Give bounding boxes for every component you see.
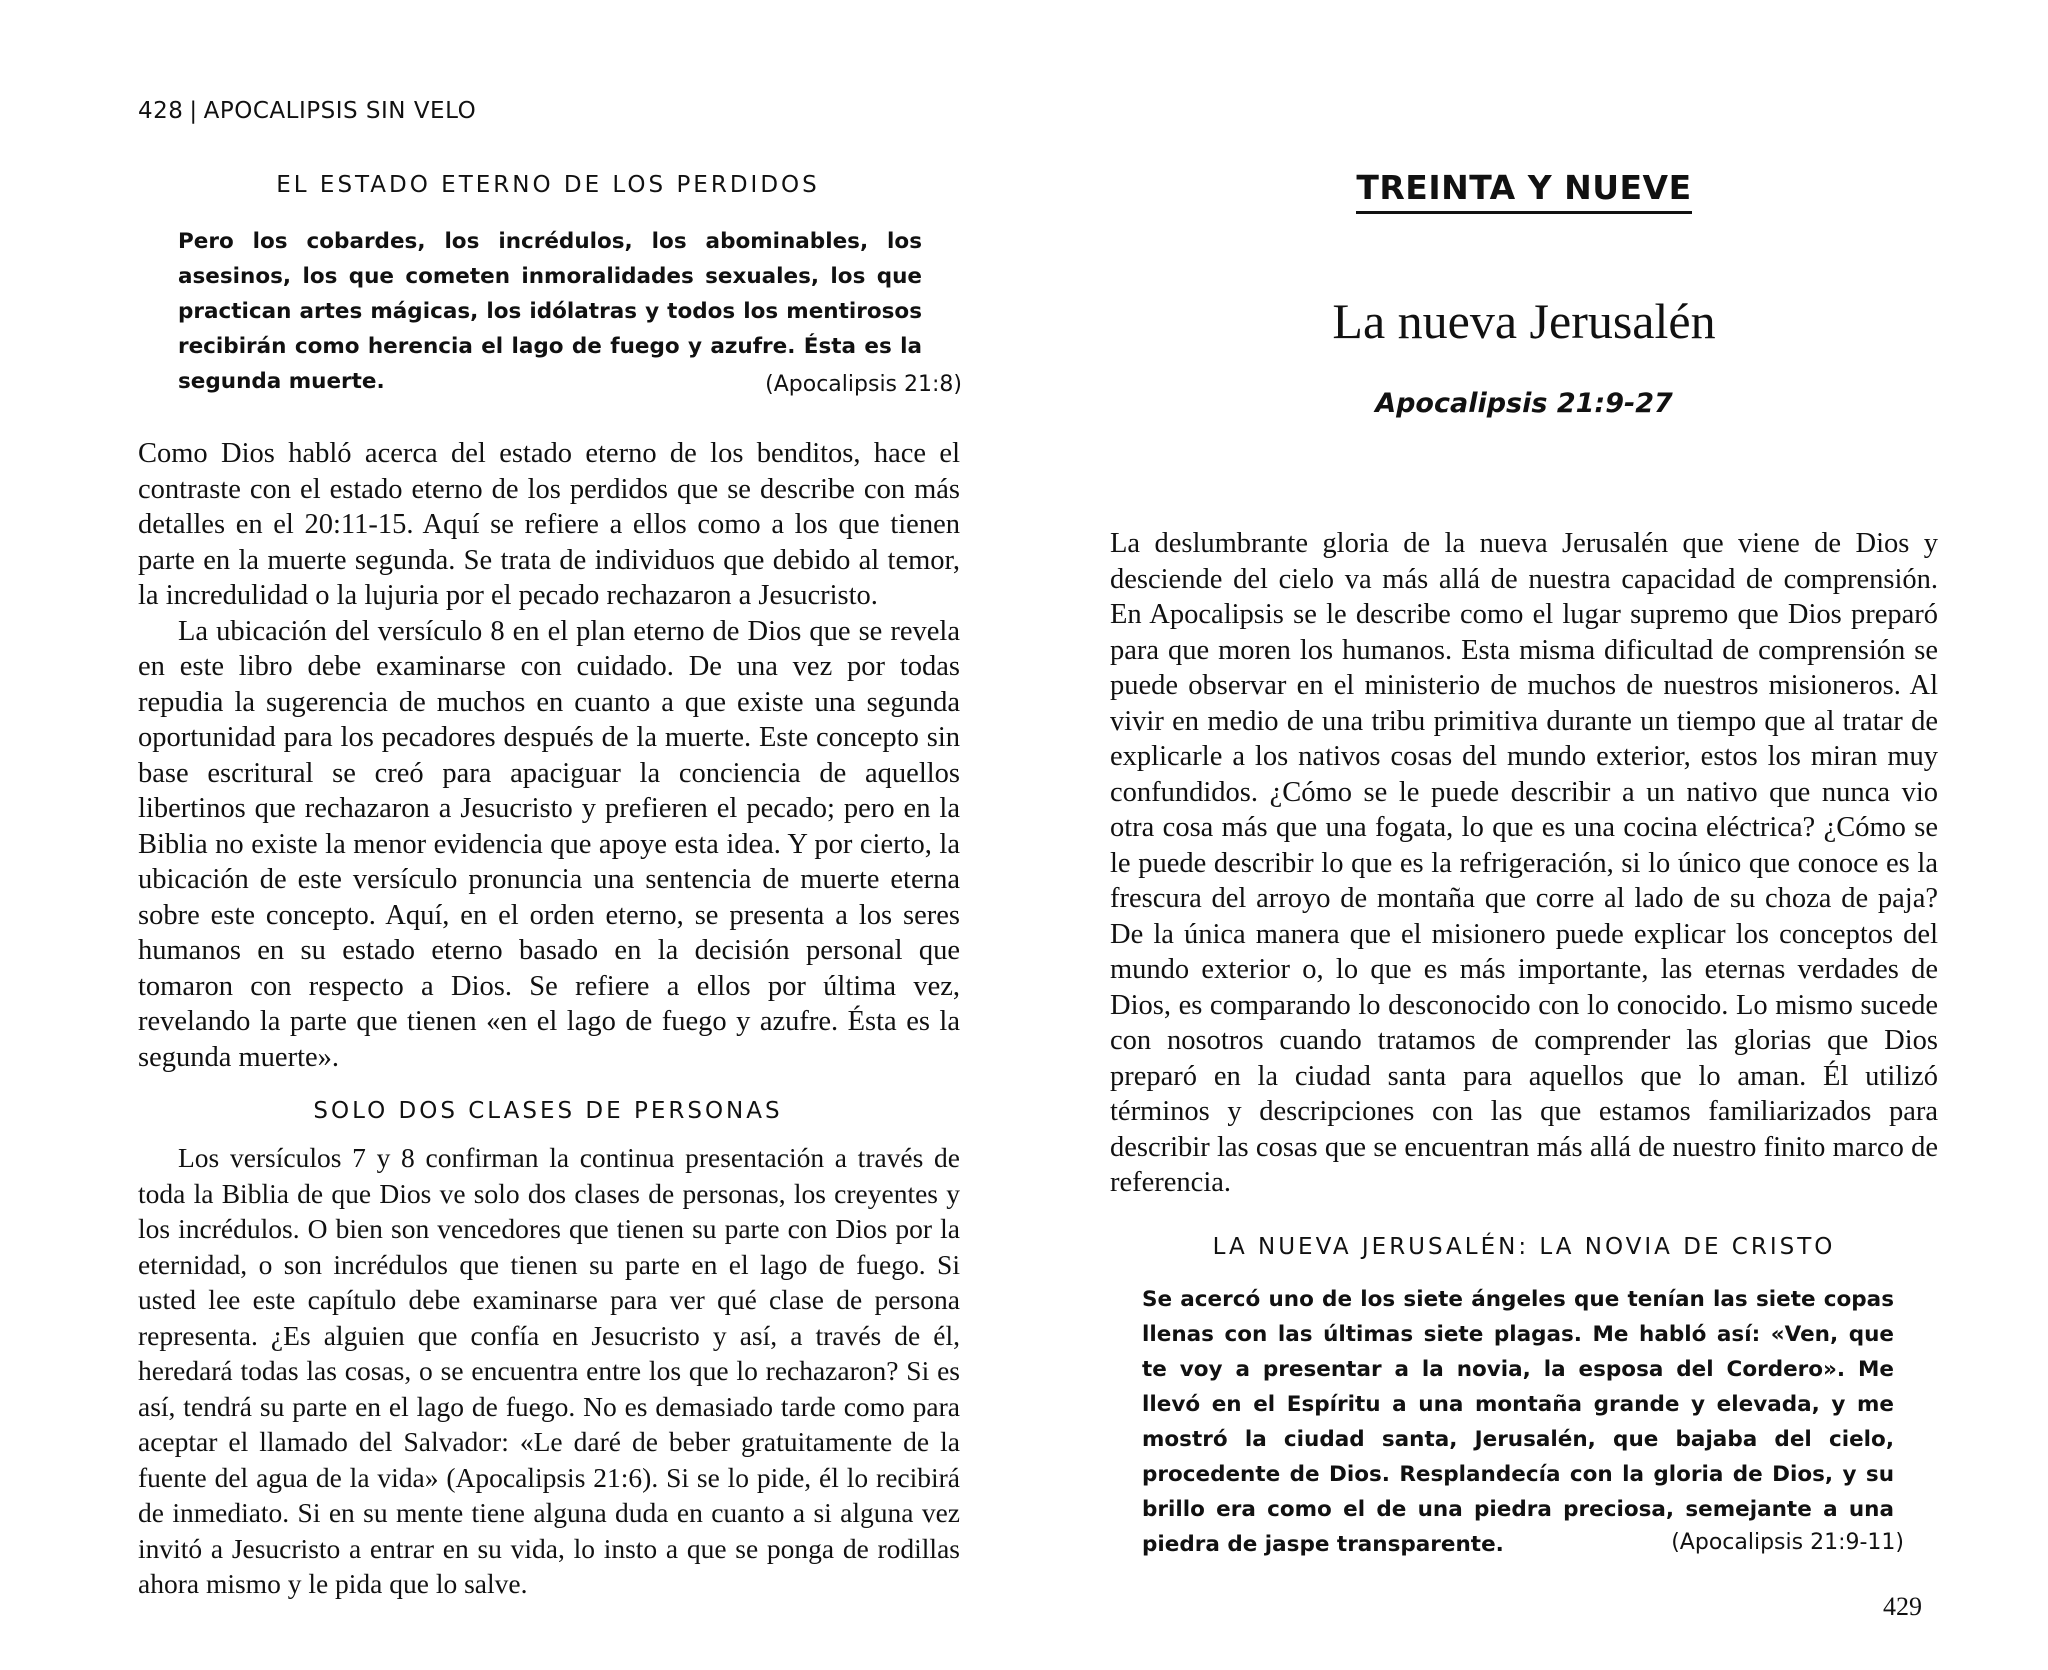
section1-body — [138, 436, 960, 1075]
book-title: APOCALIPSIS SIN VELO — [203, 98, 477, 124]
page-number: 428 — [138, 98, 184, 124]
chapter-reference: Apocalipsis 21:9-27 — [1375, 388, 1673, 419]
running-head — [138, 98, 476, 124]
left-page — [138, 0, 962, 1670]
chapter-number-block — [1110, 168, 1938, 214]
body-paragraph: La ubicación del versículo 8 en el plan eterno de Dios que se revela en este libro debe examinarse con cuidado. De una vez por todas repudia la sugerencia de muchos en cuanto a que existe una segunda oportunidad para los pecadores después de la muerte. Este concepto sin base escritural se creó para apaciguar la conciencia de aquellos libertinos que rechazaron a Jesucristo y prefieren el pecado; pero en la Biblia no existe la menor evidencia que apoye esta idea. Y por cierto, la ubicación de este versículo pronuncia una sentencia de muerte eterna sobre este concepto. Aquí, en el orden eterno, se presenta a los seres humanos en su estado eterno basado en la decisión personal que tomaron con respecto a Dios. Se refiere a ellos por última vez, revelando la parte que tienen «en el lago de fuego y azufre. Ésta es la segunda muerte». — [138, 615, 960, 1073]
section-heading-two-kinds: SOLO DOS CLASES DE PERSONAS — [313, 1098, 783, 1124]
right-page — [1110, 0, 1938, 1670]
page-number: 429 — [1883, 1592, 1922, 1621]
body-paragraph: La deslumbrante gloria de la nueva Jerusalén que viene de Dios y desciende del cielo va más allá de nuestra capacidad de comprensión. En Apocalipsis se le describe como el lugar supremo que Dios preparó para que moren los humanos. Esta misma dificultad de comprensión se puede observar en el ministerio de muchos de nuestros misioneros. Al vivir en medio de una tribu primitiva durante un tiempo que al tratar de explicarle a los nativos cosas del mundo exterior, estos los miran muy confundidos. ¿Cómo se le puede describir a un nativo que nunca vio otra cosa más que una fogata, lo que es una cocina eléctrica? ¿Cómo se le puede describir lo que es la refrigeración, si lo único que conoce es la frescura del arroyo de montaña que corre al lado de su choza de paja? De la única manera que el misionero puede explicar los conceptos del mundo exterior o, lo que es más importante, las eternas verdades de Dios, es comparando lo desconocido con lo conocido. Lo mismo sucede con nosotros cuando tratamos de comprender las glorias que Dios preparó en la ciudad santa para aquellos que lo aman. Él utilizó términos y descripciones con las que estamos familiarizados para describir las cosas que se encuentran más allá de nuestro finito marco de referencia. — [1110, 528, 1938, 1198]
scripture-quote: Se acercó uno de los siete ángeles que tenían las siete copas llenas con las últimas siete plagas. Me habló así: «Ven, que te voy a presentar a la novia, la esposa del Cordero». Me llevó en el Espíritu a una montaña grande y elevada, y me mostró la ciudad santa, Jerusalén, que bajaba del cielo, procedente de Dios. Resplandecía con la gloria de Dios, y su brillo era como el de una piedra preciosa, semejante a una piedra de jaspe transparente. — [1142, 1287, 1894, 1557]
chapter-intro — [1110, 526, 1938, 1201]
scripture-reference: (Apocalipsis 21:9-11) — [1671, 1530, 1904, 1555]
scripture-quote: Pero los cobardes, los incrédulos, los abominables, los asesinos, los que cometen inmoralidades sexuales, los que practican artes mágicas, los idólatras y todos los mentirosos recibirán como herencia el lago de fuego y azufre. Ésta es la segunda muerte. — [178, 229, 922, 394]
section2-body — [138, 1140, 960, 1602]
section-heading-new-jerusalem: LA NUEVA JERUSALÉN: LA NOVIA DE CRISTO — [1212, 1234, 1836, 1260]
body-paragraph: Los versículos 7 y 8 confirman la continua presentación a través de toda la Biblia de que Dios ve solo dos clases de personas, los creyentes y los incrédulos. O bien son vencedores que tienen su parte con Dios por la eternidad, o son incrédulos que tienen su parte en el lago de fuego. Si usted lee este capítulo debe examinarse para ver qué clase de persona representa. ¿Es alguien que confía en Jesucristo y así, a través de él, heredará todas las cosas, o se encuentra entre los que lo rechazaron? Si es así, tendrá su parte en el lago de fuego. No es demasiado tarde como para aceptar el llamado del Salvador: «Le daré de beber gratuitamente de la fuente del agua de la vida» (Apocalipsis 21:6). Si se lo pide, él lo recibirá de inmediato. Si en su mente tiene alguna duda en cuanto a si alguna vez invitó a Jesucristo a entrar en su vida, lo insto a que se ponga de rodillas ahora mismo y le pida que lo salve. — [138, 1142, 960, 1599]
body-paragraph: Como Dios habló acerca del estado eterno de los benditos, hace el contraste con el estado eterno de los perdidos que se describe con más detalles en el 20:11-15. Aquí se refiere a ellos como a los que tienen parte en la muerte segunda. Se trata de individuos que debido al temor, la incredulidad o la lujuria por el pecado rechazaron a Jesucristo. — [138, 438, 960, 611]
section-heading-eternal-state: EL ESTADO ETERNO DE LOS PERDIDOS — [276, 172, 820, 198]
chapter-title: La nueva Jerusalén — [1332, 293, 1716, 349]
chapter-number: TREINTA Y NUEVE — [1356, 168, 1691, 214]
scripture-reference: (Apocalipsis 21:8) — [765, 372, 962, 397]
running-head-separator: | — [189, 98, 198, 124]
